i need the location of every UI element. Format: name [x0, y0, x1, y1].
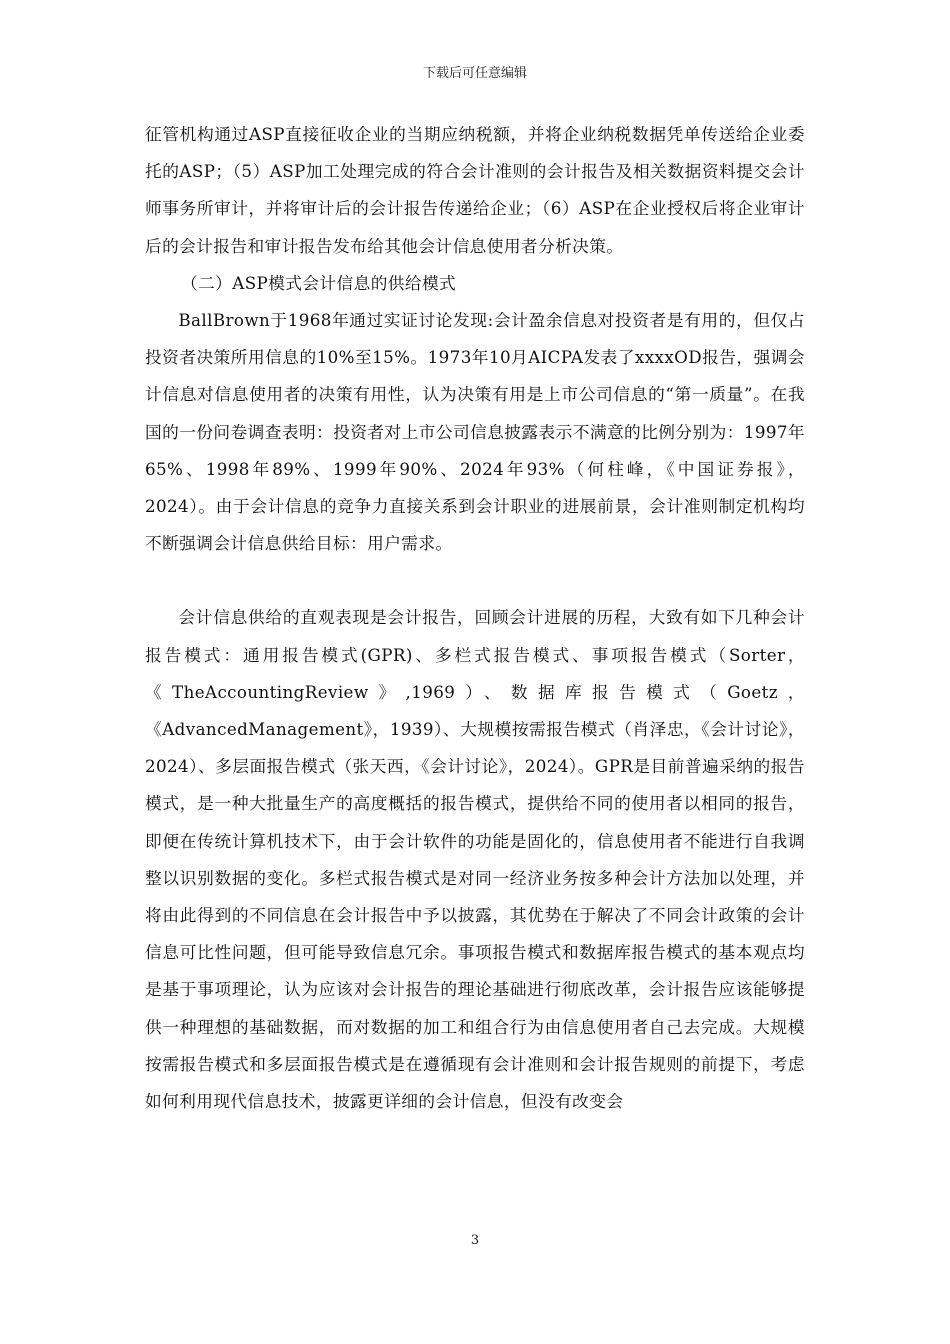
- document-body: [145, 116, 805, 1120]
- paragraph-reporting-models: 会计信息供给的直观表现是会计报告，回顾会计进展的历程，大致有如下几种会计报告模式：通用报告模式(GPR)、多栏式报告模式、事项报告模式（Sorter，《TheAccountingReview》,1969）、数据库报告模式（Goetz，《AdvancedManagement》，1939）、大规模按需报告模式（肖泽忠，《会计讨论》，2024）、多层面报告模式（张天西，《会计讨论》，2024）。GPR是目前普遍采纳的报告模式，是一种大批量生产的高度概括的报告模式，提供给不同的使用者以相同的报告，即便在传统计算机技术下，由于会计软件的功能是固化的，信息使用者不能进行自我调整以识别数据的变化。多栏式报告模式是对同一经济业务按多种会计方法加以处理，并将由此得到的不同信息在会计报告中予以披露，其优势在于解决了不同会计政策的会计信息可比性问题，但可能导致信息冗余。事项报告模式和数据库报告模式的基本观点均是基于事项理论，认为应该对会计报告的理论基础进行彻底改革，会计报告应该能够提供一种理想的基础数据，而对数据的加工和组合行为由信息使用者自己去完成。大规模按需报告模式和多层面报告模式是在遵循现有会计准则和会计报告规则的前提下，考虑如何利用现代信息技术，披露更详细的会计信息，但没有改变会: [145, 607, 805, 1112]
- paragraph-gap: [145, 562, 805, 599]
- page-number: 3: [470, 1233, 480, 1248]
- paragraph-accounting-info-usefulness: BallBrown于1968年通过实证讨论发现:会计盈余信息对投资者是有用的，但仅占投资者决策所用信息的10%至15%。1973年10月AICPA发表了xxxxOD报告，强调会计信息对信息使用者的决策有用性，认为决策有用是上市公司信息的“第一质量”。在我国的一份问卷调查表明：投资者对上市公司信息披露表示不满意的比例分别为：1997年65%、1998年89%、1999年90%、2024年93%（何柱峰，《中国证券报》，2024）。由于会计信息的竞争力直接关系到会计职业的进展前景，会计准则制定机构均不断强调会计信息供给目标：用户需求。: [145, 310, 805, 554]
- page-header: 下载后可任意编辑: [422, 66, 527, 81]
- section-heading: （二）ASP模式会计信息的供给模式: [181, 272, 457, 293]
- paragraph-asp-process-continued: 征管机构通过ASP直接征收企业的当期应纳税额，并将企业纳税数据凭单传送给企业委托的ASP；（5）ASP加工处理完成的符合会计准则的会计报告及相关数据资料提交会计师事务所审计，并将审计后的会计报告传递给企业；（6）ASP在企业授权后将企业审计后的会计报告和审计报告发布给其他会计信息使用者分析决策。: [145, 124, 805, 256]
